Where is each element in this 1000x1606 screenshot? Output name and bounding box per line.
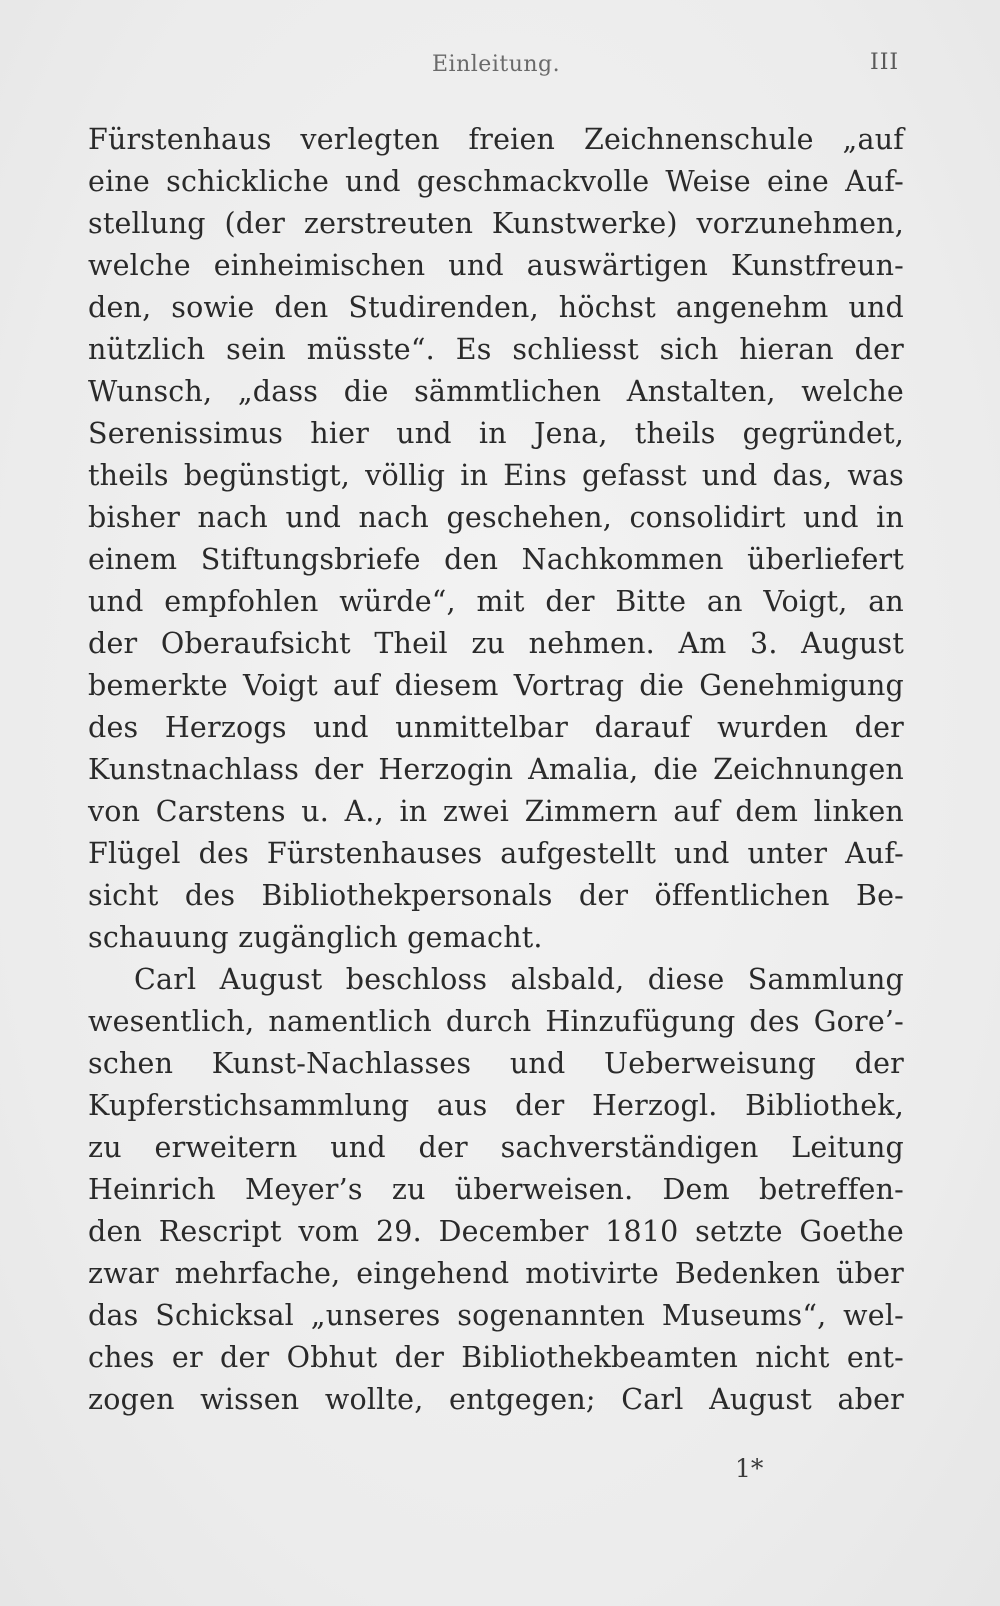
text-line: das Schicksal „unseres sogenannten Museums“, wel- [88, 1299, 904, 1332]
text-line: Fürstenhaus verlegten freien Zeichnenschule „auf [88, 123, 904, 156]
text-line: stellung (der zerstreuten Kunstwerke) vorzunehmen, [88, 207, 904, 240]
text-line: bisher nach und nach geschehen, consolidirt und in [88, 501, 904, 534]
text-line: einem Stiftungsbriefe den Nachkommen überliefert [88, 543, 904, 576]
text-line: Carl August beschloss alsbald, diese Sammlung [134, 963, 904, 996]
text-line: den, sowie den Studirenden, höchst angenehm und [88, 291, 904, 324]
text-line: nützlich sein müsste“. Es schliesst sich hieran der [88, 333, 904, 366]
text-line: bemerkte Voigt auf diesem Vortrag die Genehmigung [88, 669, 904, 702]
text-line: welche einheimischen und auswärtigen Kunstfreun- [88, 249, 904, 282]
text-line: sicht des Bibliothekpersonals der öffentlichen Be- [88, 879, 904, 912]
text-line: zwar mehrfache, eingehend motivirte Bedenken über [88, 1257, 904, 1290]
text-line: Flügel des Fürstenhauses aufgestellt und unter Auf- [88, 837, 904, 870]
text-line: Wunsch, „dass die sämmtlichen Anstalten, welche [88, 375, 904, 408]
text-line: schauung zugänglich gemacht. [88, 921, 543, 954]
signature-mark: 1* [735, 1454, 764, 1483]
text-line: Serenissimus hier und in Jena, theils gegründet, [88, 417, 904, 450]
text-line: und empfohlen würde“, mit der Bitte an Voigt, an [88, 585, 904, 618]
text-line: ches er der Obhut der Bibliothekbeamten nicht ent- [88, 1341, 904, 1374]
text-line: des Herzogs und unmittelbar darauf wurden der [88, 711, 904, 744]
text-line: der Oberaufsicht Theil zu nehmen. Am 3. August [88, 627, 904, 660]
text-line: den Rescript vom 29. December 1810 setzte Goethe [88, 1215, 904, 1248]
text-line: von Carstens u. A., in zwei Zimmern auf dem linken [88, 795, 904, 828]
text-line: Heinrich Meyer’s zu überweisen. Dem betreffen- [88, 1173, 904, 1206]
text-line: zu erweitern und der sachverständigen Leitung [88, 1131, 904, 1164]
text-line: theils begünstigt, völlig in Eins gefasst und das, was [88, 459, 904, 492]
text-line: zogen wissen wollte, entgegen; Carl August aber [88, 1383, 904, 1416]
text-line: eine schickliche und geschmackvolle Weise eine Auf- [88, 165, 904, 198]
running-title: Einleitung. [432, 52, 561, 77]
body-text [88, 119, 904, 1421]
text-line: Kunstnachlass der Herzogin Amalia, die Zeichnungen [88, 753, 904, 786]
page-number: III [870, 50, 900, 75]
text-line: schen Kunst-Nachlasses und Ueberweisung der [88, 1047, 904, 1080]
text-line: wesentlich, namentlich durch Hinzufügung des Gore’- [88, 1005, 904, 1038]
text-line: Kupferstichsammlung aus der Herzogl. Bibliothek, [88, 1089, 904, 1122]
